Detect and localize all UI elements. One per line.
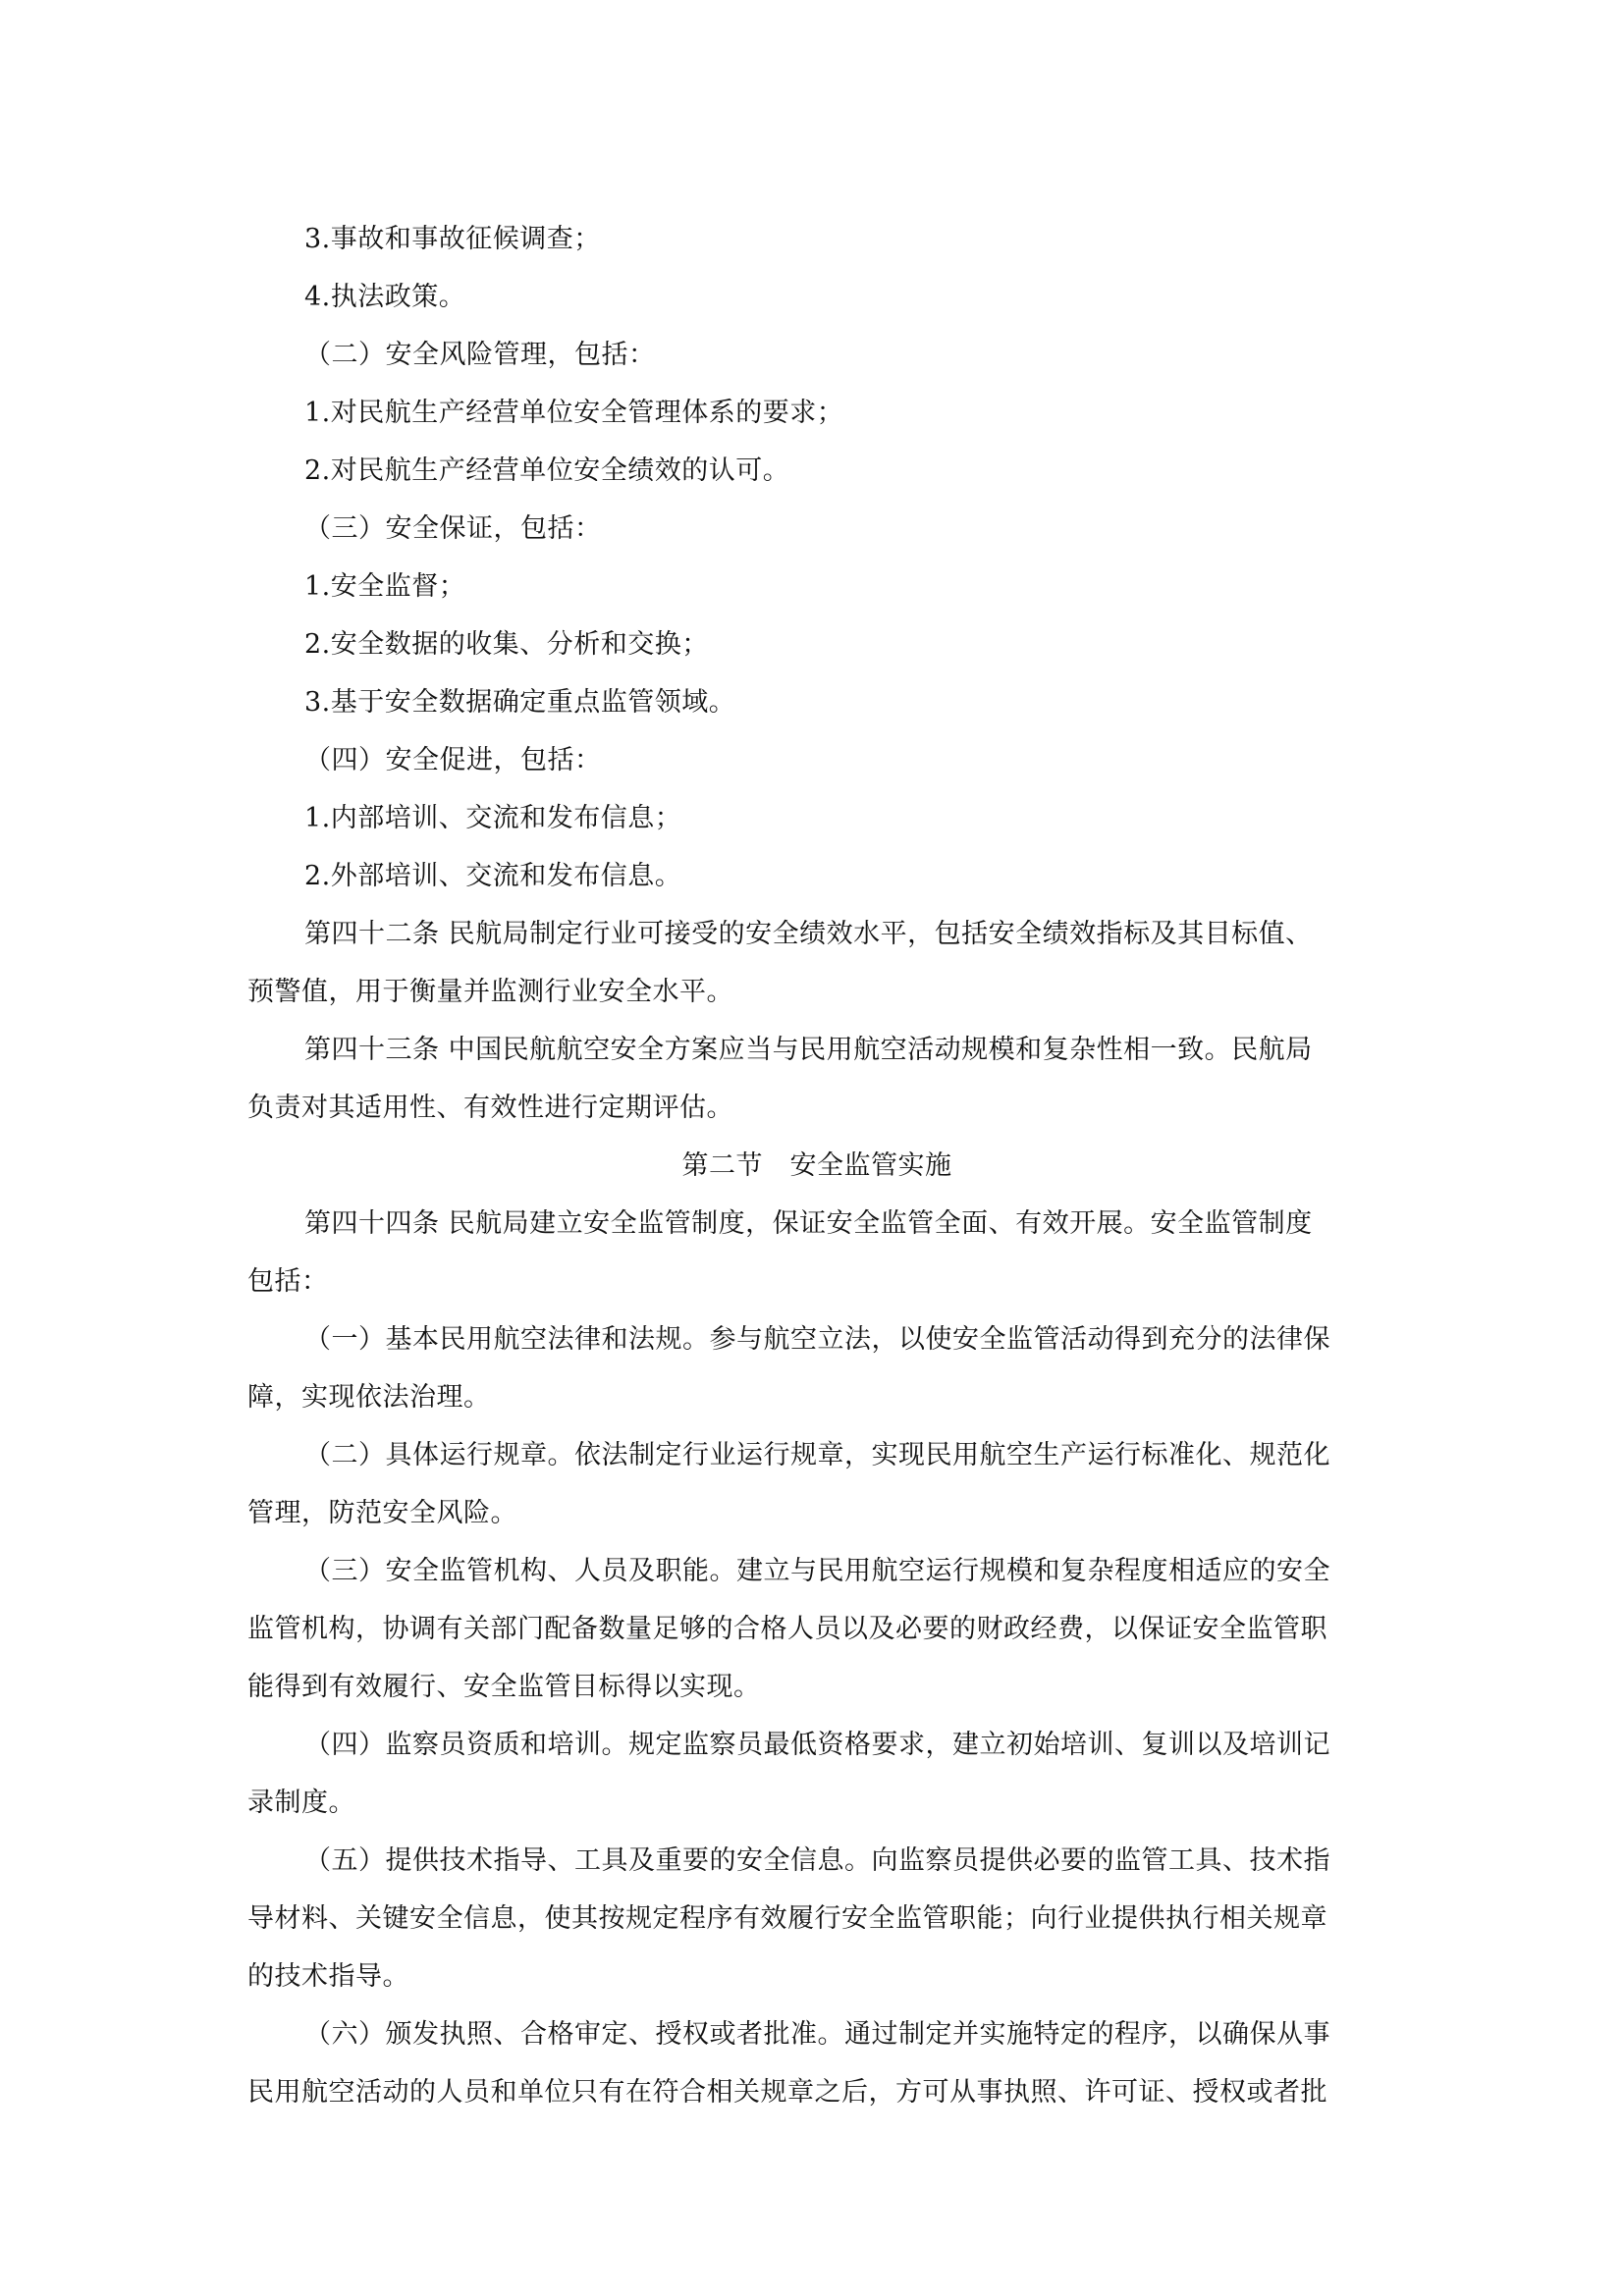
text-line: （四）监察员资质和培训。规定监察员最低资格要求，建立初始培训、复训以及培训记 [304,1730,1330,1760]
text-line: 1.内部培训、交流和发布信息； [304,803,682,833]
text-line: 2.外部培训、交流和发布信息。 [304,861,682,891]
text-line: 第四十三条 中国民航航空安全方案应当与民用航空活动规模和复杂性相一致。民航局 [304,1035,1313,1065]
text-line: 第四十二条 民航局制定行业可接受的安全绩效水平，包括安全绩效指标及其目标值、 [304,919,1313,949]
text-line: 的技术指导。 [247,1961,409,1992]
text-line: 包括： [247,1266,329,1297]
text-line: 负责对其适用性、有效性进行定期评估。 [247,1093,733,1123]
text-line: 2.安全数据的收集、分析和交换； [304,629,709,660]
text-line: 4.执法政策。 [304,282,466,312]
text-line: 能得到有效履行、安全监管目标得以实现。 [247,1672,761,1702]
text-line: 1.安全监督； [304,571,466,602]
text-line: （三）安全监管机构、人员及职能。建立与民用航空运行规模和复杂程度相适应的安全 [304,1556,1330,1586]
text-line: 管理，防范安全风险。 [247,1498,517,1528]
text-line: 第四十四条 民航局建立安全监管制度，保证安全监管全面、有效开展。安全监管制度 [304,1208,1313,1239]
text-line: （二）具体运行规章。依法制定行业运行规章，实现民用航空生产运行标准化、规范化 [304,1440,1330,1470]
text-line: 3.事故和事故征候调查； [304,224,601,254]
text-line: 1.对民航生产经营单位安全管理体系的要求； [304,398,844,428]
text-line: 民用航空活动的人员和单位只有在符合相关规章之后，方可从事执照、许可证、授权或者批 [247,2077,1327,2108]
text-line: （六）颁发执照、合格审定、授权或者批准。通过制定并实施特定的程序，以确保从事 [304,2019,1330,2050]
text-line: 导材料、关键安全信息，使其按规定程序有效履行安全监管职能；向行业提供执行相关规章 [247,1903,1327,1934]
text-line: （五）提供技术指导、工具及重要的安全信息。向监察员提供必要的监管工具、技术指 [304,1845,1330,1876]
section-heading: 第二节 安全监管实施 [681,1150,952,1181]
text-line: 监管机构，协调有关部门配备数量足够的合格人员以及必要的财政经费，以保证安全监管职 [247,1614,1327,1644]
text-line: （四）安全促进，包括： [304,745,602,775]
text-line: 录制度。 [247,1788,355,1818]
text-line: （二）安全风险管理，包括： [304,340,656,370]
document-body [247,210,1386,2121]
text-line: 3.基于安全数据确定重点监管领域。 [304,687,736,718]
text-line: （一）基本民用航空法律和法规。参与航空立法，以使安全监管活动得到充分的法律保 [304,1324,1330,1355]
text-line: 2.对民航生产经营单位安全绩效的认可。 [304,455,790,486]
text-line: 障，实现依法治理。 [247,1382,491,1413]
text-line: （三）安全保证，包括： [304,513,602,544]
text-line: 预警值，用于衡量并监测行业安全水平。 [247,977,733,1007]
